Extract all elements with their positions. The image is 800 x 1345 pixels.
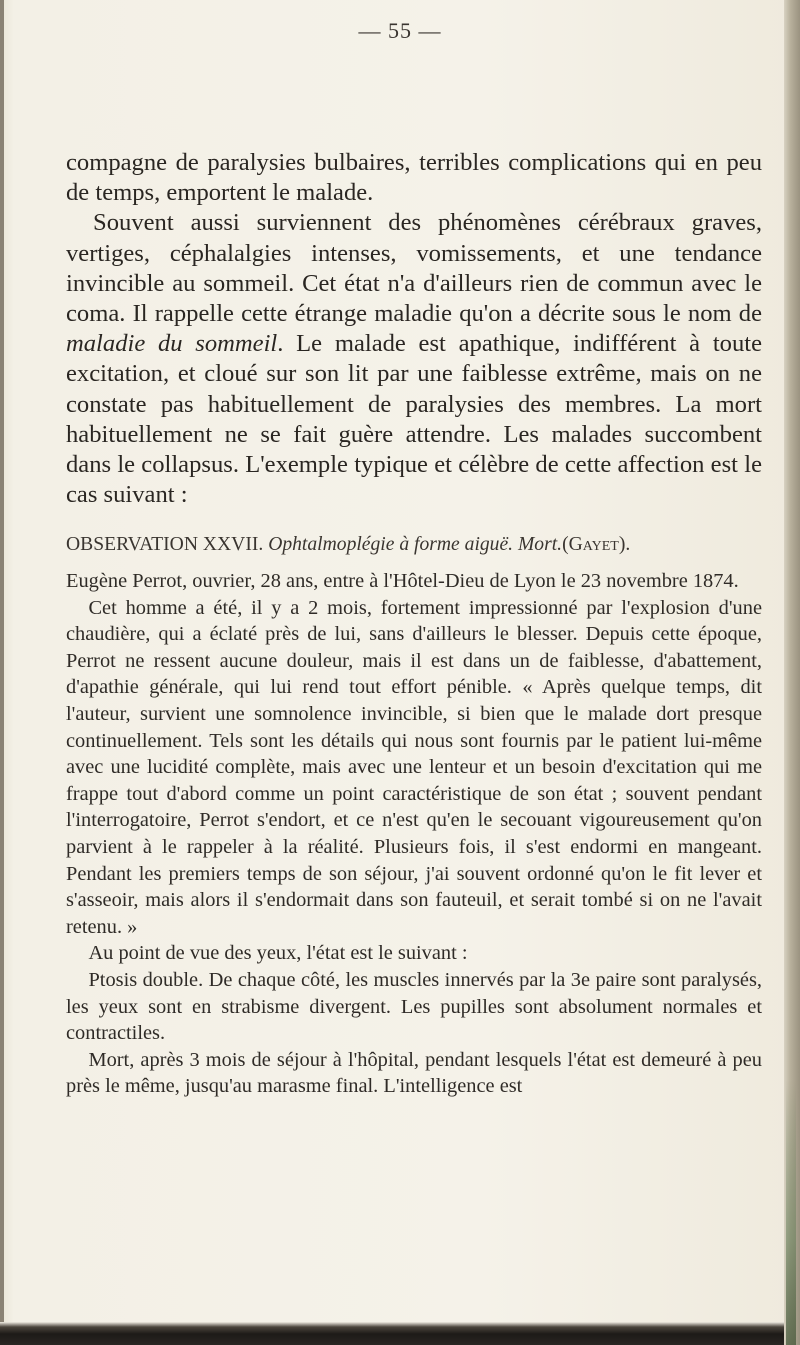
main-body [66, 148, 762, 510]
observation-title: Ophtalmoplégie à forme aiguë. [268, 534, 514, 555]
observation-number: OBSERVATION XXVII. [66, 534, 264, 555]
paragraph-cerebral [66, 208, 762, 510]
page-binding-shadow [786, 1080, 796, 1345]
observation-intro: Eugène Perrot, ouvrier, 28 ans, entre à l'Hôtel-Dieu de Lyon le 23 novembre 1874. [66, 570, 739, 592]
observation-outcome: Mort. [517, 534, 563, 555]
observation-body [66, 568, 762, 1100]
observation-history: Cet homme a été, il y a 2 mois, fortement impressionné par l'explosion d'une chaudière, qui a éclaté près de lui, sans d'ailleurs le blesser. Depuis cette époque, Perrot ne ressent aucune douleur, mais il est dans un de faiblesse, d'abattement, d'apathie générale, qui lui rend tout effort pénible. « Après quelque temps, dit l'auteur, survient une somnolence invincible, si bien que le malade dort presque continuellement. Tels sont les détails qui nous sont fournis par le patient lui-même avec une lucidité complète, mais avec une lenteur et un besoin d'excitation qui me frappe tout d'abord comme un point caractéristique de son état ; souvent pendant l'interrogatoire, Perrot s'endort, et ce n'est qu'en le secouant vigoureusement qu'on parvient à le rappeler à la réalité. Plusieurs fois, il s'est endormi en mangeant. Pendant les premiers temps de son séjour, j'ai souvent ordonné qu'on le fit lever et s'asseoir, mais alors il s'endormait dans son fauteuil, et serait tombé si on ne l'avait retenu. » [66, 596, 762, 938]
page-left-edge [0, 0, 4, 1345]
observation-author-close: ). [618, 534, 631, 555]
page-bottom-shadow [0, 1322, 784, 1345]
page-number: — 55 — [358, 18, 442, 43]
observation-death: Mort, après 3 mois de séjour à l'hôpital, pendant lesquels l'état est demeuré à peu près le même, jusqu'au marasme final. L'intelligence est [66, 1048, 762, 1098]
observation-heading [66, 533, 766, 557]
paragraph-cerebral-after: . Le malade est apathique, indifférent à toute excitation, et cloué sur son lit par une faiblesse extrême, mais on ne constate pas habituellement de paralysies des membres. La mort habituellement ne se fait guère attendre. Les malades succombent dans le collapsus. L'exemple typique et célèbre de cette affection est le cas suivant : [66, 330, 762, 509]
paragraph-continuation: compagne de paralysies bulbaires, terribles complications qui en peu de temps, emportent le malade. [66, 149, 762, 207]
observation-ptosis: Ptosis double. De chaque côté, les muscles innervés par la 3e paire sont paralysés, les yeux sont en strabisme divergent. Les pupilles sont absolument normales et contractiles. [66, 968, 762, 1045]
observation-eyes: Au point de vue des yeux, l'état est le suivant : [88, 942, 468, 965]
maladie-du-sommeil-term: maladie du sommeil [66, 330, 278, 358]
observation-author: Gayet [568, 534, 619, 555]
observation-author-open: ( [562, 534, 569, 555]
paragraph-cerebral-before: Souvent aussi surviennent des phénomènes cérébraux graves, vertiges, céphalalgies intenses, vomissements, et une tendance invincible au sommeil. Cet état n'a d'ailleurs rien de commun avec le coma. Il rappelle cette étrange maladie qu'on a décrite sous le nom de [66, 209, 762, 328]
